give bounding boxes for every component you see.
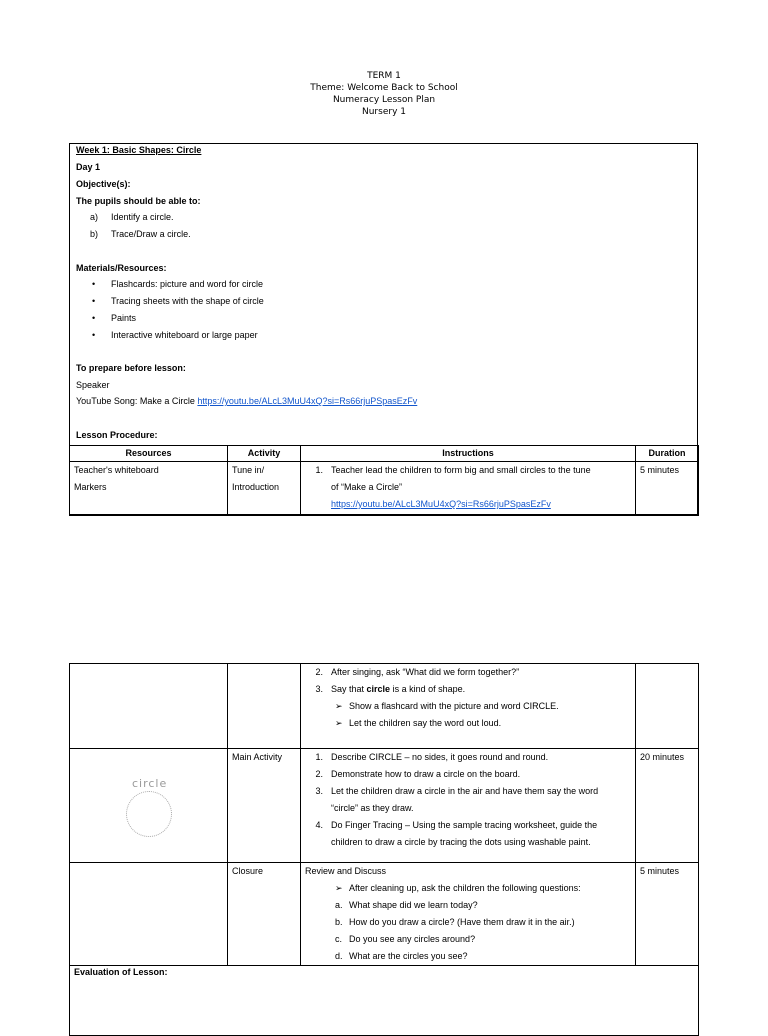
lesson-plan-box — [69, 143, 698, 515]
objective-text: Trace/Draw a circle. — [111, 229, 191, 239]
term-title: TERM 1 — [367, 71, 401, 81]
procedure-table-continued — [69, 663, 699, 1036]
material-item: • Tracing sheets with the shape of circle — [92, 296, 264, 306]
circle-tracing-image — [118, 769, 178, 839]
objective-marker: b) — [90, 229, 99, 239]
material-item: • Flashcards: picture and word for circle — [92, 279, 264, 289]
activity-cell: Tune in/ Introduction — [228, 462, 301, 516]
objectives-heading: Objective(s): — [76, 179, 131, 189]
circle-shape-icon — [126, 791, 172, 837]
evaluation-heading: Evaluation of Lesson: — [74, 967, 168, 977]
objective-text: Identify a circle. — [111, 212, 174, 222]
bullet-icon: • — [92, 330, 96, 340]
arrow-bullet-icon: ➢ — [335, 883, 343, 893]
duration-cell: 5 minutes — [636, 863, 699, 966]
prepare-speaker: Speaker — [76, 380, 110, 390]
evaluation-row — [70, 966, 699, 1036]
bullet-icon: • — [92, 279, 96, 289]
prepare-heading: To prepare before lesson: — [76, 363, 186, 373]
procedure-table — [69, 445, 699, 516]
instructions-cell: 2. After singing, ask “What did we form together?” 3. Say that circle is a kind of shape. ➢ Show a flashcard with the picture and word CIRCLE. ➢ Let the children say the word out loud. — [301, 664, 636, 749]
materials-heading: Materials/Resources: — [76, 263, 167, 273]
objective-item — [90, 211, 174, 223]
youtube-link[interactable]: https://youtu.be/ALcL3MuU4xQ?si=Rs66rjuPSpasEzFv — [331, 499, 551, 509]
pupils-heading: The pupils should be able to: — [76, 196, 201, 206]
day-heading: Day 1 — [76, 162, 101, 172]
youtube-link[interactable]: https://youtu.be/ALcL3MuU4xQ?si=Rs66rjuPSpasEzFv — [197, 396, 418, 406]
table-row — [70, 462, 699, 516]
bullet-icon: • — [92, 296, 96, 306]
theme-title: Theme: Welcome Back to School — [310, 83, 458, 93]
resources-cell — [70, 749, 228, 863]
prepare-song — [76, 395, 417, 407]
activity-cell: Main Activity — [228, 749, 301, 863]
arrow-bullet-icon: ➢ — [335, 718, 343, 728]
header-resources: Resources — [70, 446, 228, 462]
table-row — [70, 863, 699, 966]
table-header-row — [70, 446, 699, 462]
prepare-song-label: YouTube Song: Make a Circle — [76, 396, 198, 406]
plan-title: Numeracy Lesson Plan — [332, 95, 436, 105]
table-row — [70, 749, 699, 863]
resources-cell: Teacher's whiteboard Markers — [70, 462, 228, 516]
instructions-cell: 1. Describe CIRCLE – no sides, it goes round and round. 2. Demonstrate how to draw a circle on the board. 3. Let the children draw a circle in the air and have them say the word “circle” as they draw. 4. Do Finger Tracing – Using the sample tracing worksheet, guide the children to draw a circle by tracing the dots using washable paint. — [301, 749, 636, 863]
header-instructions: Instructions — [301, 446, 636, 462]
table-row — [70, 664, 699, 749]
document-header — [0, 70, 768, 118]
arrow-bullet-icon: ➢ — [335, 701, 343, 711]
material-item: • Paints — [92, 313, 137, 323]
instructions-cell: 1. Teacher lead the children to form big and small circles to the tune of “Make a Circle” https://youtu.be/ALcL3MuU4xQ?si=Rs66rjuPSpasEzFv — [301, 462, 636, 516]
procedure-heading: Lesson Procedure: — [76, 430, 158, 440]
duration-cell: 20 minutes — [636, 749, 699, 863]
material-item: • Interactive whiteboard or large paper — [92, 330, 258, 340]
circle-word: circle — [132, 777, 168, 790]
activity-cell: Closure — [228, 863, 301, 966]
bullet-icon: • — [92, 313, 96, 323]
week-heading: Week 1: Basic Shapes: Circle — [76, 145, 202, 155]
instructions-cell: Review and Discuss ➢ After cleaning up, ask the children the following questions: a. What shape did we learn today? b. How do you draw a circle? (Have them draw it in the air.) c. Do you see any circles around? d. What are the circles you see? — [301, 863, 636, 966]
objective-marker: a) — [90, 212, 99, 222]
duration-cell: 5 minutes — [636, 462, 699, 516]
class-title: Nursery 1 — [362, 107, 406, 117]
header-duration: Duration — [636, 446, 699, 462]
header-activity: Activity — [228, 446, 301, 462]
objective-item — [90, 228, 191, 240]
